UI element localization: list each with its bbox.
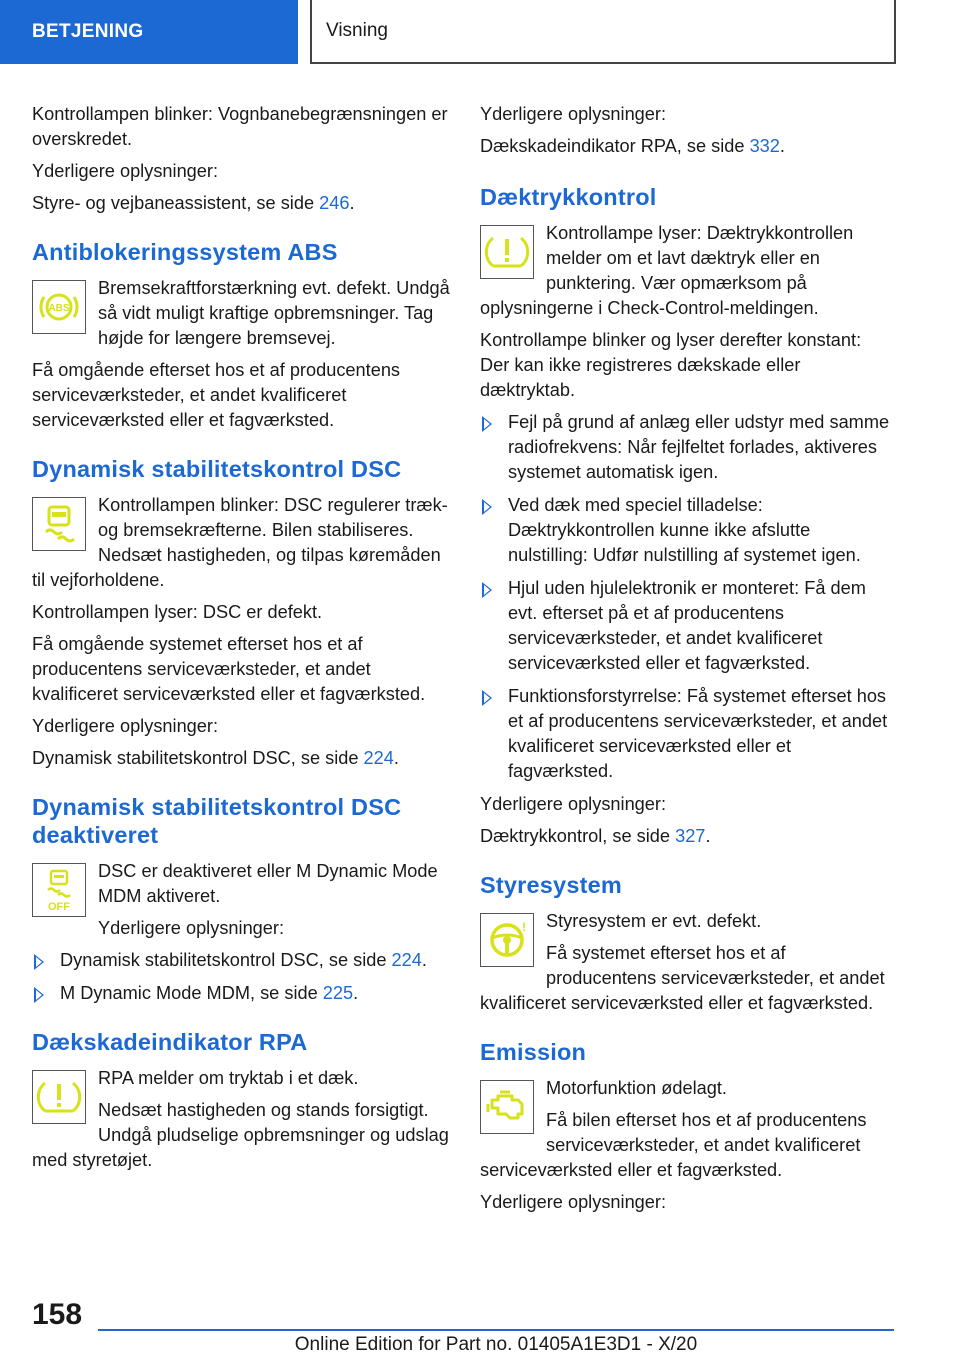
list-item: [480, 493, 895, 568]
page-link[interactable]: 224: [363, 748, 394, 768]
paragraph: Få omgående systemet efterset hos et af producentens serviceværksteder, et andet kvalificeret serviceværksted eller et fagværksted.: [32, 634, 426, 704]
engine-check-icon: [480, 1080, 534, 1134]
svg-text:!: !: [522, 920, 526, 934]
svg-text:ABS: ABS: [48, 303, 70, 314]
paragraph: Yderligere oplysninger:: [98, 918, 285, 938]
paragraph: RPA melder om tryktab i et dæk.: [98, 1068, 359, 1088]
paragraph: Yderligere oplysninger:: [32, 161, 219, 181]
reference-text: Styre- og vejbaneassistent, se side: [32, 193, 320, 213]
svg-text:OFF: OFF: [48, 901, 70, 913]
chapter-title: Visning: [310, 0, 896, 64]
page-footer: [0, 1290, 960, 1362]
heading-dsc: Dynamisk stabilitetskontrol DSC: [32, 456, 402, 482]
footer-divider: [98, 1329, 894, 1331]
paragraph: Nedsæt hastigheden og stands forsigtigt. Undgå pludselige opbremsninger og udslag med styretøjet.: [32, 1100, 449, 1170]
list-item: Dynamisk stabilitetskontrol DSC, se side 224.: [32, 948, 450, 973]
heading-tire-pressure: Dæktrykkontrol: [480, 184, 657, 210]
paragraph: Bremsekraftforstærkning evt. defekt. Undgå så vidt muligt kraftige opbremsninger. Tag højde for længere bremsevej.: [98, 278, 450, 348]
paragraph: Kontrollampe blinker og lyser derefter konstant: Der kan ikke registreres dækskade eller dæktryktab.: [480, 330, 862, 400]
list-item-text: Dynamisk stabilitetskontrol DSC, se side: [60, 950, 392, 970]
page-header: [0, 0, 960, 68]
paragraph: Motorfunktion ødelagt.: [546, 1078, 727, 1098]
paragraph: Styresystem er evt. defekt.: [546, 911, 762, 931]
paragraph: DSC er deaktiveret eller M Dynamic Mode MDM aktiveret.: [98, 861, 438, 906]
heading-abs: Antiblokeringssystem ABS: [32, 239, 338, 265]
paragraph: Kontrollampen lyser: DSC er defekt.: [32, 602, 323, 622]
list-item: [480, 684, 895, 784]
list-item: [480, 576, 895, 676]
paragraph: Yderligere oplysninger:: [480, 1192, 667, 1212]
left-column: [32, 102, 450, 1180]
section-tab: BETJENING: [0, 0, 298, 64]
paragraph: Få systemet efterset hos et af producentens serviceværksteder, et andet kvalificeret serviceværksted eller et fagværksted.: [480, 943, 885, 1013]
reference-text: Dæktrykkontrol, se side: [480, 826, 676, 846]
fault-list: [480, 410, 895, 784]
list-item-text: M Dynamic Mode MDM, se side: [60, 983, 323, 1003]
list-item-text: Ved dæk med speciel tilladelse: Dæktrykkontrollen kunne ikke afslutte nulstilling: Udfør nulstilling af systemet igen.: [508, 495, 861, 565]
page-link[interactable]: 327: [675, 826, 706, 846]
reference-text: Dækskadeindikator RPA, se side: [480, 136, 750, 156]
dsc-off-icon: [32, 863, 86, 917]
list-item-text: Fejl på grund af anlæg eller udstyr med samme radiofrekvens: Når fejlfeltet forlades, aktiveres systemet automatisk igen.: [508, 412, 890, 482]
list-item: [480, 410, 895, 485]
paragraph: Kontrollampe lyser: Dæktrykkontrollen melder om et lavt dæktryk eller en punktering. Vær opmærksom på oplysningerne i Check-Control-meldingen.: [480, 223, 854, 318]
heading-emission: Emission: [480, 1039, 587, 1065]
paragraph: Kontrollampen blinker: Vognbanebegrænsningen er overskredet.: [32, 104, 448, 149]
list-item: M Dynamic Mode MDM, se side 225.: [32, 981, 450, 1006]
paragraph: Yderligere oplysninger:: [480, 794, 667, 814]
paragraph: Dæktrykkontrol, se side 327.: [480, 826, 711, 846]
reference-text: Dynamisk stabilitetskontrol DSC, se side: [32, 748, 364, 768]
reference-list: [32, 948, 450, 1006]
steering-warning-icon: [480, 913, 534, 967]
paragraph: Dækskadeindikator RPA, se side 332.: [480, 136, 785, 156]
page-link[interactable]: 246: [319, 193, 350, 213]
paragraph: Kontrollampen blinker: DSC regulerer træk- og bremsekræfterne. Bilen stabiliseres. Nedsæt hastigheden, og tilpas køremåden til vejforholdene.: [32, 495, 448, 590]
page-link[interactable]: 332: [749, 136, 780, 156]
paragraph: Få omgående efterset hos et af producentens serviceværksteder, et andet kvalificeret serviceværksted eller et fagværksted.: [32, 360, 401, 430]
paragraph: Yderligere oplysninger:: [32, 716, 219, 736]
paragraph: Yderligere oplysninger:: [480, 104, 667, 124]
dsc-skid-icon: [32, 497, 86, 551]
page-link[interactable]: 225: [322, 983, 354, 1003]
paragraph: Dynamisk stabilitetskontrol DSC, se side 224.: [32, 748, 399, 768]
edition-note: Online Edition for Part no. 01405A1E3D1 - X/20: [294, 1334, 698, 1355]
list-item-text: Funktionsforstyrrelse: Få systemet efterset hos et af producentens serviceværksteder, et andet kvalificeret serviceværksted eller et fagværksted.: [508, 686, 888, 781]
abs-warning-icon: [32, 280, 86, 334]
tire-pressure-warning-icon: [480, 225, 534, 279]
list-item-text: Hjul uden hjulelektronik er monteret: Få dem evt. efterset på et af producentens serviceværksteder, et andet kvalificeret serviceværksted eller et fagværksted.: [508, 578, 866, 673]
tire-warning-icon: [32, 1070, 86, 1124]
page-link[interactable]: 224: [391, 950, 422, 970]
right-column: [480, 102, 895, 1222]
heading-steering: Styresystem: [480, 872, 622, 898]
heading-dsc-off: Dynamisk stabilitetskontrol DSC deaktiveret: [32, 794, 402, 848]
heading-rpa: Dækskadeindikator RPA: [32, 1029, 308, 1055]
paragraph: Få bilen efterset hos et af producentens serviceværksteder, et andet kvalificeret serviceværksted eller et fagværksted.: [480, 1110, 867, 1180]
paragraph: Styre- og vejbaneassistent, se side 246.: [32, 193, 355, 213]
page-number: 158: [32, 1298, 83, 1331]
